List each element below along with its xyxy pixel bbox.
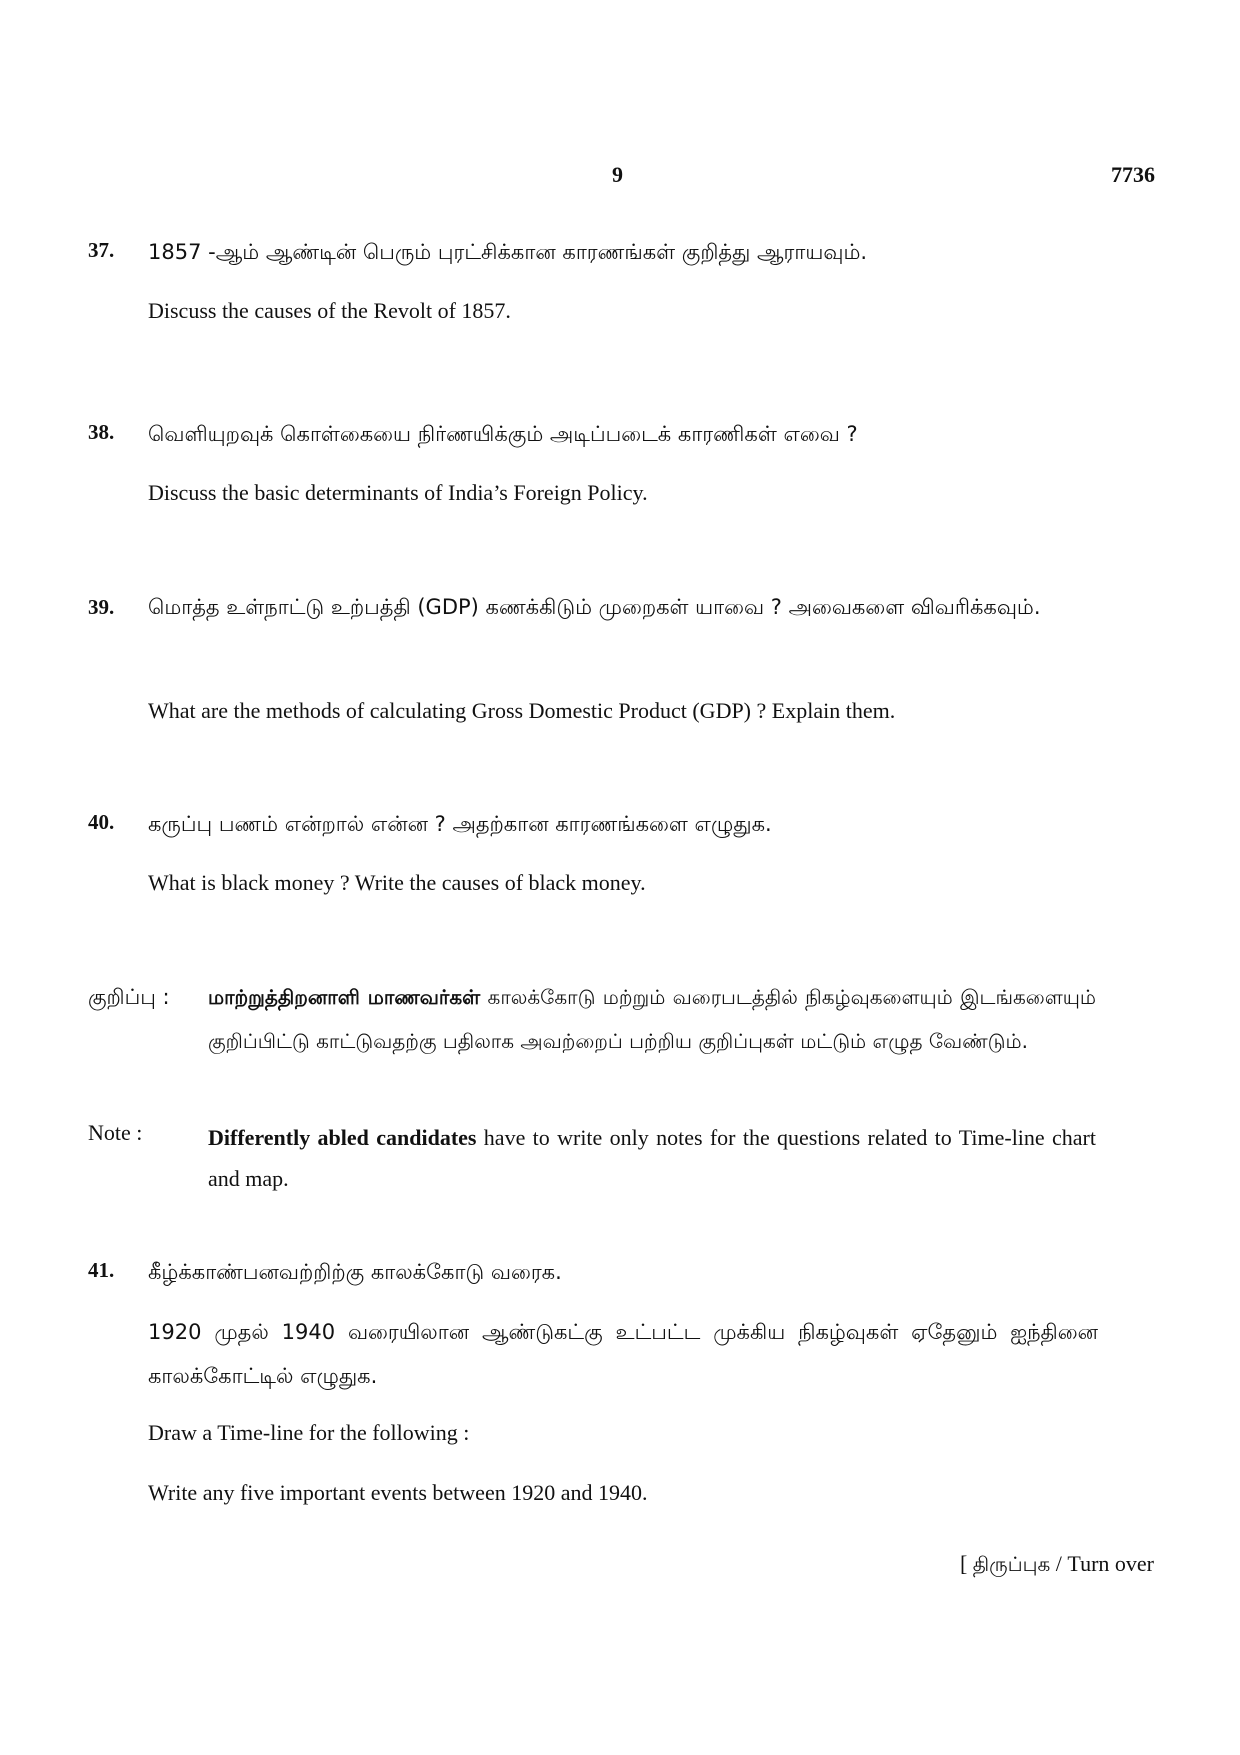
- note-tamil: [208, 975, 1096, 1063]
- note-label-english: Note :: [88, 1120, 143, 1145]
- question-number-38: 38.: [88, 420, 115, 444]
- note-label-tamil: குறிப்பு :: [88, 985, 170, 1009]
- question-38-tamil: வெளியுறவுக் கொள்கையை நிர்ணயிக்கும் அடிப்படைக் காரணிகள் எவை ?: [148, 422, 858, 446]
- question-41-english-body: Write any five important events between 1920 and 1940.: [148, 1480, 648, 1505]
- turn-over-bracket: [: [959, 1551, 973, 1576]
- question-number-39: 39.: [88, 595, 115, 619]
- note-english-bold: Differently abled candidates: [208, 1125, 477, 1150]
- question-number-37: 37.: [88, 238, 115, 262]
- question-39-english: What are the methods of calculating Gross Domestic Product (GDP) ? Explain them.: [148, 698, 896, 723]
- note-tamil-rest: காலக்கோடு மற்றும் வரைபடத்தில் நிகழ்வுகளையும் இடங்களையும் குறிப்பிட்டு காட்டுவதற்கு பதிலாக அவற்றைப் பற்றிய குறிப்புகள் மட்டும் எழுத வேண்டும்.: [208, 985, 1096, 1053]
- note-tamil-bold: மாற்றுத்திறனாளி மாணவர்கள்: [208, 985, 481, 1009]
- question-37-english: Discuss the causes of the Revolt of 1857.: [148, 298, 511, 323]
- question-41-english-heading: Draw a Time-line for the following :: [148, 1420, 470, 1445]
- note-english: [208, 1117, 1096, 1199]
- question-40-english: What is black money ? Write the causes of black money.: [148, 870, 646, 895]
- paper-code: 7736: [1111, 162, 1155, 187]
- turn-over-tamil: திருப்புக: [972, 1552, 1051, 1576]
- question-41-tamil-heading: கீழ்க்காண்பனவற்றிற்கு காலக்கோடு வரைக.: [148, 1260, 562, 1284]
- turn-over-english: Turn over: [1067, 1551, 1154, 1576]
- turn-over-separator: /: [1050, 1551, 1068, 1576]
- question-37-tamil: 1857 -ஆம் ஆண்டின் பெரும் புரட்சிக்கான காரணங்கள் குறித்து ஆராயவும்.: [148, 240, 868, 264]
- question-number-40: 40.: [88, 810, 115, 834]
- question-40-tamil: கருப்பு பணம் என்றால் என்ன ? அதற்கான காரணங்களை எழுதுக.: [148, 812, 772, 836]
- question-39-tamil: மொத்த உள்நாட்டு உற்பத்தி (GDP) கணக்கிடும் முறைகள் யாவை ? அவைகளை விவரிக்கவும்.: [148, 595, 1041, 619]
- turn-over-footer: [960, 1551, 1154, 1579]
- page-number: 9: [612, 162, 623, 187]
- question-number-41: 41.: [88, 1258, 115, 1282]
- question-41-tamil-body: 1920 முதல் 1940 வரையிலான ஆண்டுகட்கு உட்பட்ட முக்கிய நிகழ்வுகள் ஏதேனும் ஐந்தினை காலக்கோட்டில் எழுதுக.: [148, 1320, 1098, 1388]
- question-38-english: Discuss the basic determinants of India’s Foreign Policy.: [148, 480, 648, 505]
- note-english-rest: have to write only notes for the questions related to Time-line chart and map.: [208, 1125, 1096, 1191]
